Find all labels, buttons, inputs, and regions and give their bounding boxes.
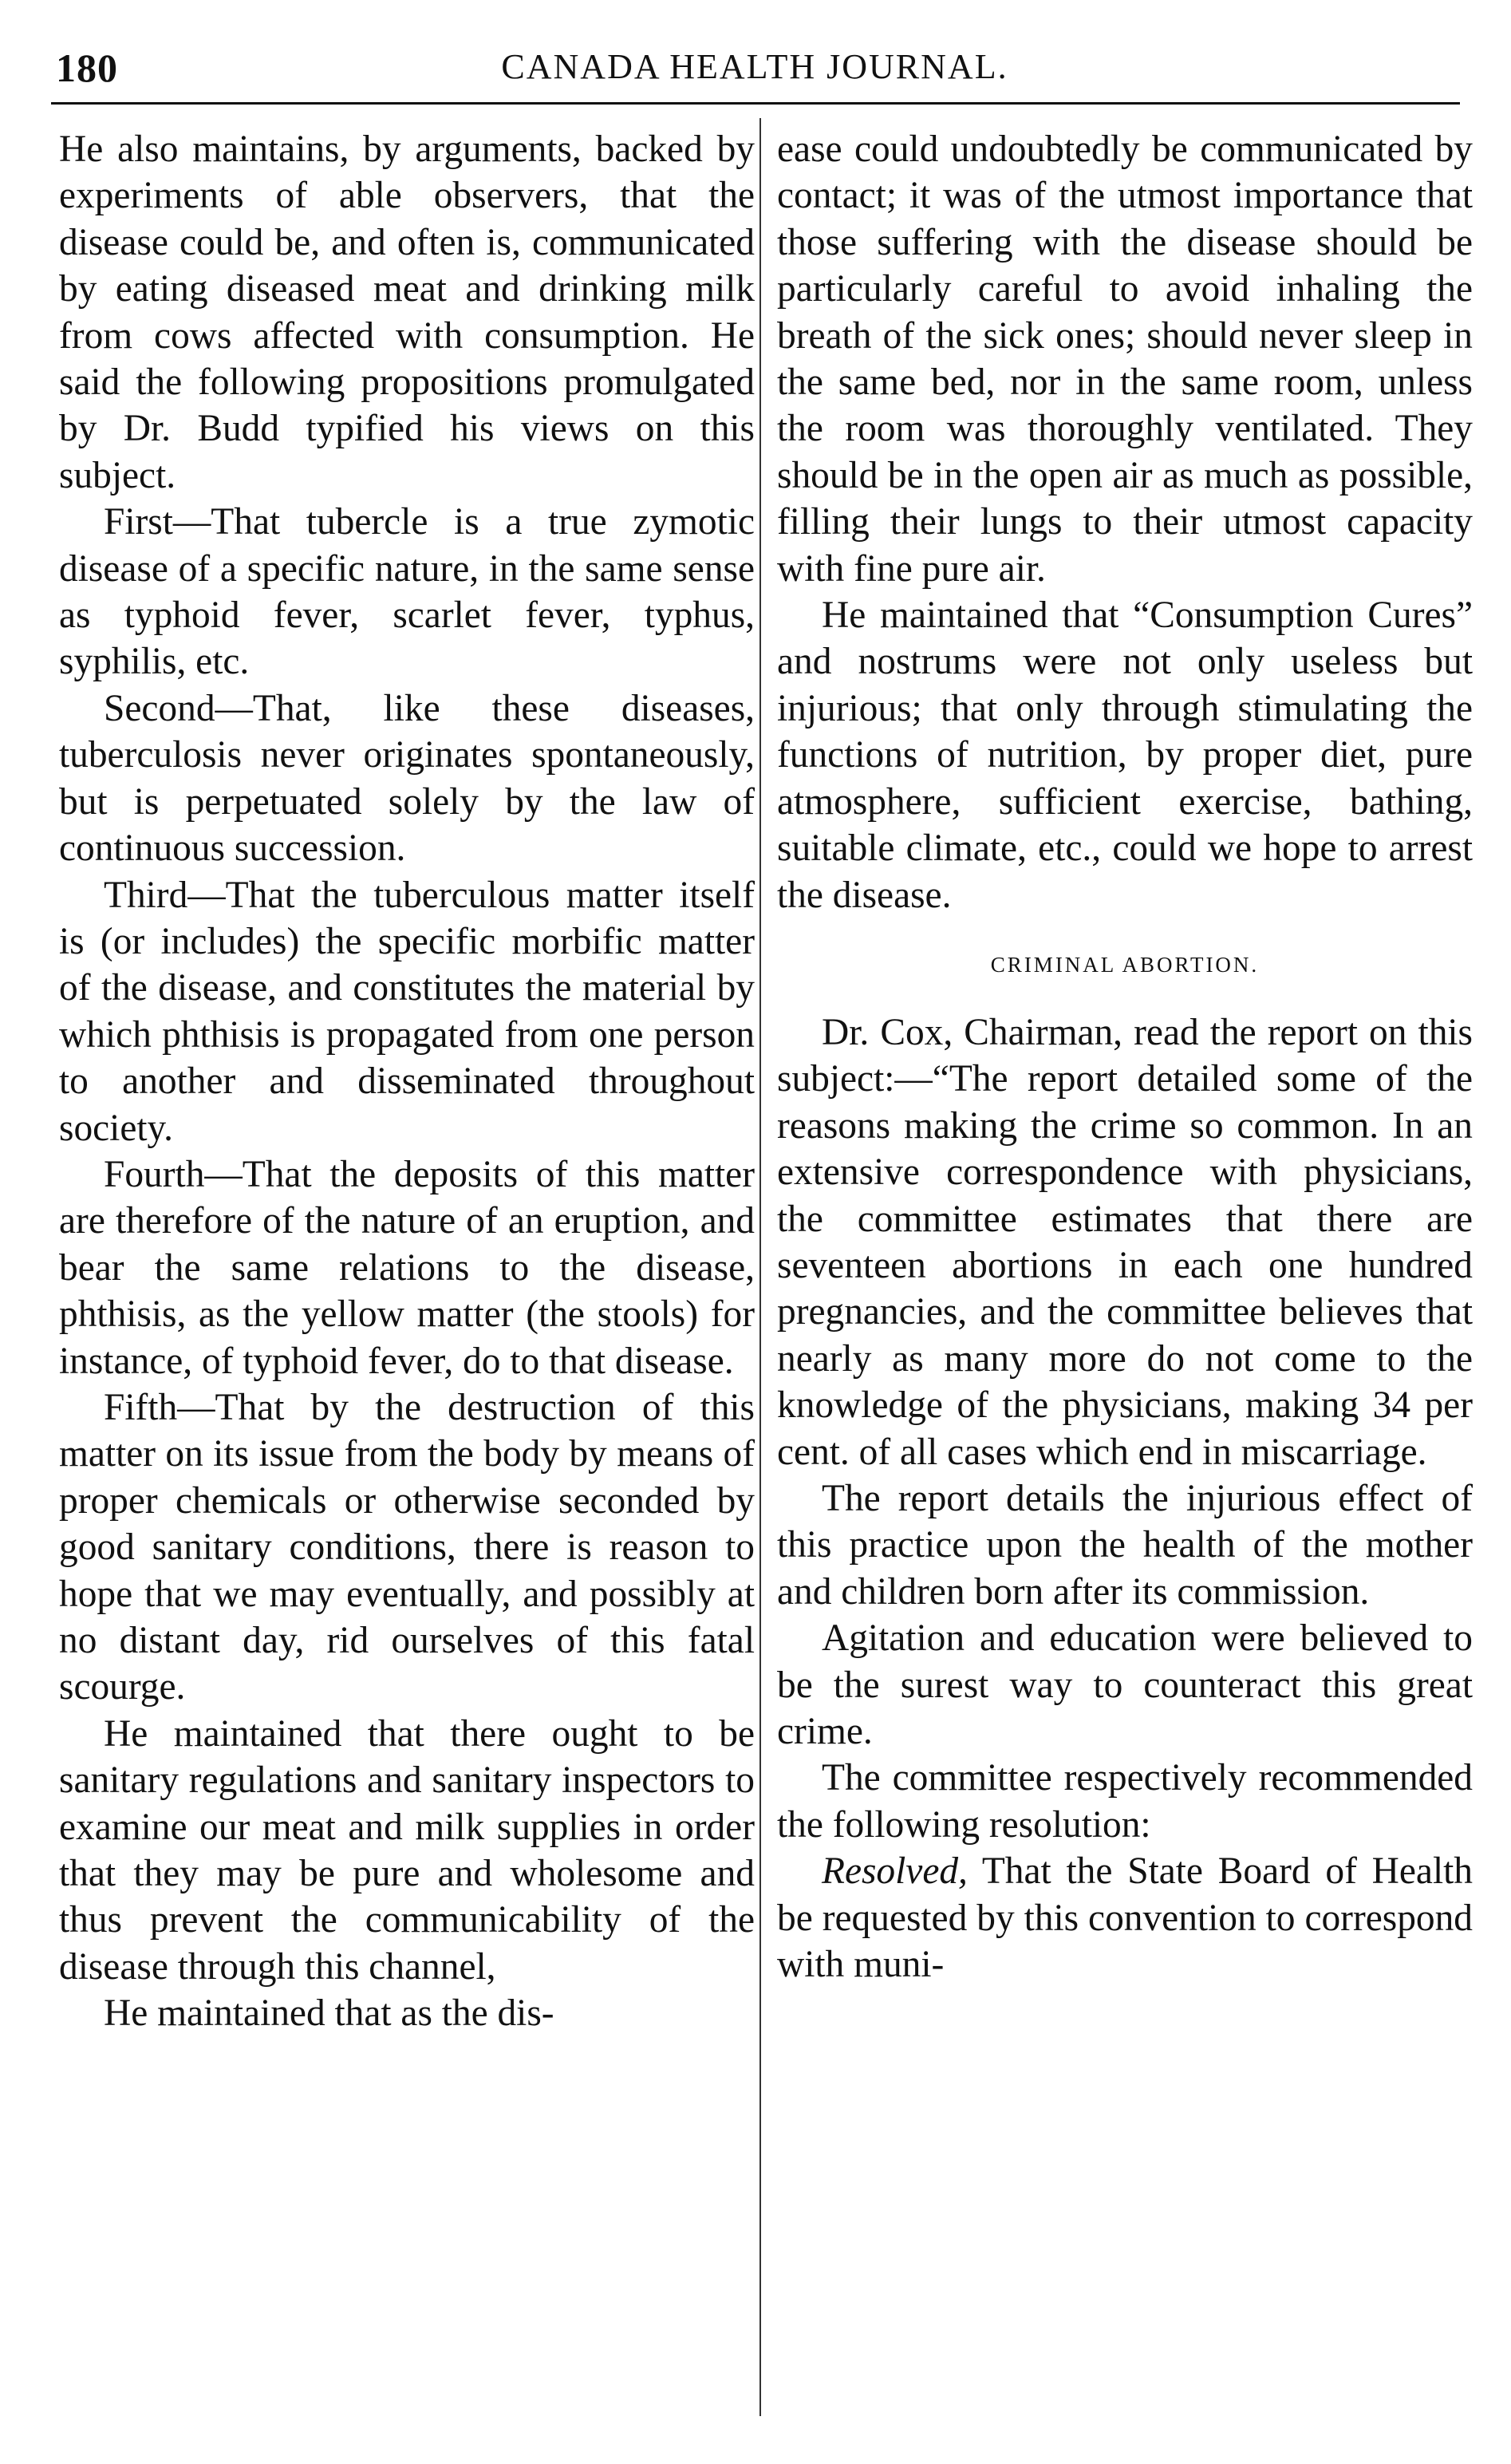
page-number: 180 (56, 45, 118, 90)
right-paragraph-1: ease could undoubtedly be communicated by contact; it was of the utmost importance that those suffering with the disease should be particularly careful to avoid inhaling the breath of the sick ones; should never sleep in the same bed, nor in the same room, unless the room was thoroughly ventilated. They should be in the open air as much as possible, filling their lungs to their utmost capacity with fine pure air. (777, 128, 1473, 590)
column-divider (759, 118, 761, 2416)
right-paragraph-4: The report details the injurious effect of this practice upon the health of the mother and children born after its commission. (777, 1477, 1473, 1613)
right-paragraph-6: The committee respectively recommended the following resolution: (777, 1757, 1473, 1846)
right-paragraph-5: Agitation and education were believed to be the surest way to counteract this great crime. (777, 1617, 1473, 1752)
left-column (59, 126, 755, 2037)
page-header (51, 40, 1458, 96)
right-paragraph-7 (777, 1848, 1473, 1988)
right-paragraph-3: Dr. Cox, Chairman, read the report on this subject:—“The report detailed some of the reasons making the crime so common. In an extensive correspondence with physicians, the committee estimates that there are seventeen abortions in each one hundred pregnancies, and the committee believes that nearly as many more do not come to the knowledge of the physicians, making 34 per cent. of all cases which end in miscarriage. (777, 1011, 1473, 1473)
right-column (777, 126, 1473, 1988)
left-paragraph-6: Fifth—That by the destruction of this matter on its issue from the body by means of proper chemicals or otherwise seconded by good sanitary conditions, there is reason to hope that we may eventually, and possibly at no distant day, rid ourselves of this fatal scourge. (59, 1386, 755, 1708)
left-paragraph-5: Fourth—That the deposits of this matter are therefore of the nature of an eruption, and bear the same relations to the disease, phthisis, as the yellow matter (the stools) for instance, of typhoid fever, do to that disease. (59, 1153, 755, 1382)
header-rule (51, 102, 1460, 105)
left-paragraph-4: Third—That the tuberculous matter itself is (or includes) the specific morbific matter of the disease, and constitutes the material by which phthisis is propagated from one person to another and disseminated throughout society. (59, 874, 755, 1149)
resolved-text: That the State Board of Health be requested by this convention to correspond with muni- (777, 1850, 1473, 1986)
left-paragraph-3: Second—That, like these diseases, tuberculosis never originates spontaneously, but is perpetuated solely by the law of continuous succession. (59, 687, 755, 870)
left-paragraph-1: He also maintains, by arguments, backed by experiments of able observers, that the disease could be, and often is, communicated by eating diseased meat and drinking milk from cows affected with consumption. He said the following propositions promulgated by Dr. Budd typified his views on this subject. (59, 128, 755, 496)
left-paragraph-2: First—That tubercle is a true zymotic disease of a specific nature, in the same sense as typhoid fever, scarlet fever, typhus, syphilis, etc. (59, 501, 755, 683)
left-paragraph-8: He maintained that as the dis- (104, 1992, 554, 2035)
resolved-italic: Resolved, (822, 1850, 968, 1893)
section-heading: CRIMINAL ABORTION. (990, 952, 1260, 977)
journal-title: CANADA HEALTH JOURNAL. (501, 47, 1008, 86)
right-paragraph-2: He maintained that “Consumption Cures” and nostrums were not only useless but injurious; that only through stimulating the functions of nutrition, by proper diet, pure atmosphere, sufficient exercise, bathing, suitable climate, etc., could we hope to arrest the disease. (777, 594, 1473, 916)
left-paragraph-7: He maintained that there ought to be sanitary regulations and sanitary inspectors to examine our meat and milk supplies in order that they may be pure and wholesome and thus prevent the communicability of the disease through this channel, (59, 1712, 755, 1988)
